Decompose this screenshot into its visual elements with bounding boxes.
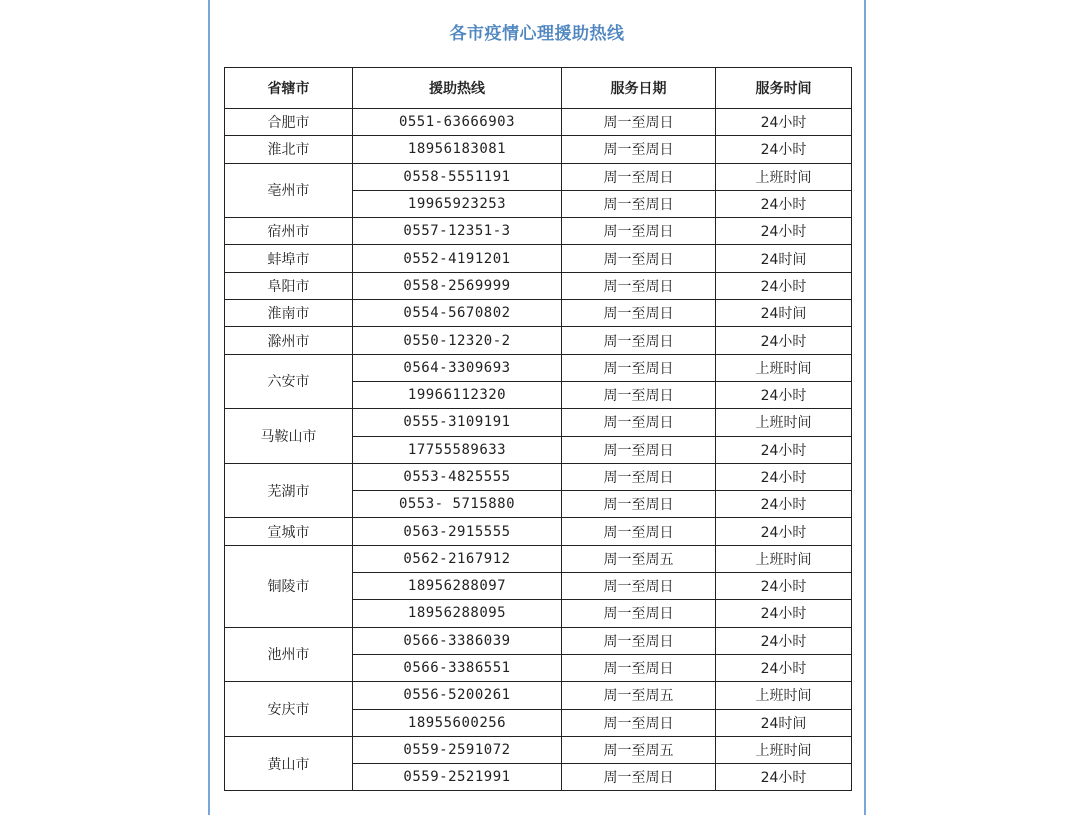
service-hours-cell: 24小时 <box>716 463 852 490</box>
hotline-number-cell: 0553-4825555 <box>353 463 562 490</box>
city-cell: 合肥市 <box>225 109 353 136</box>
city-cell: 宣城市 <box>225 518 353 545</box>
service-days-cell: 周一至周日 <box>562 300 716 327</box>
hotline-number-cell: 0566-3386551 <box>353 654 562 681</box>
service-hours-cell: 24小时 <box>716 627 852 654</box>
city-cell: 芜湖市 <box>225 463 353 518</box>
city-cell: 安庆市 <box>225 682 353 737</box>
city-cell: 宿州市 <box>225 218 353 245</box>
service-hours-cell: 24时间 <box>716 300 852 327</box>
service-days-cell: 周一至周日 <box>562 573 716 600</box>
header-city: 省辖市 <box>225 68 353 109</box>
service-days-cell: 周一至周日 <box>562 381 716 408</box>
table-row <box>225 463 852 490</box>
service-days-cell: 周一至周日 <box>562 245 716 272</box>
hotline-number-cell: 0559-2591072 <box>353 736 562 763</box>
service-days-cell: 周一至周日 <box>562 190 716 217</box>
hotline-number-cell: 0558-2569999 <box>353 272 562 299</box>
service-hours-cell: 24小时 <box>716 272 852 299</box>
service-days-cell: 周一至周五 <box>562 736 716 763</box>
service-days-cell: 周一至周日 <box>562 163 716 190</box>
service-hours-cell: 24小时 <box>716 436 852 463</box>
table-row <box>225 627 852 654</box>
table-row <box>225 518 852 545</box>
hotline-number-cell: 0553- 5715880 <box>353 491 562 518</box>
city-cell: 阜阳市 <box>225 272 353 299</box>
city-cell: 池州市 <box>225 627 353 682</box>
hotline-number-cell: 18956288095 <box>353 600 562 627</box>
table-row <box>225 136 852 163</box>
hotline-number-cell: 0551-63666903 <box>353 109 562 136</box>
table-row <box>225 354 852 381</box>
service-days-cell: 周一至周日 <box>562 109 716 136</box>
table-row <box>225 682 852 709</box>
table-row <box>225 736 852 763</box>
table-row <box>225 272 852 299</box>
service-days-cell: 周一至周日 <box>562 354 716 381</box>
table-header-row <box>225 68 852 109</box>
service-hours-cell: 24时间 <box>716 245 852 272</box>
city-cell: 亳州市 <box>225 163 353 218</box>
table-row <box>225 245 852 272</box>
city-cell: 六安市 <box>225 354 353 409</box>
hotline-number-cell: 19965923253 <box>353 190 562 217</box>
table-row <box>225 300 852 327</box>
city-cell: 淮南市 <box>225 300 353 327</box>
service-hours-cell: 24小时 <box>716 518 852 545</box>
hotline-number-cell: 0552-4191201 <box>353 245 562 272</box>
service-hours-cell: 24小时 <box>716 573 852 600</box>
service-days-cell: 周一至周五 <box>562 682 716 709</box>
city-cell: 铜陵市 <box>225 545 353 627</box>
service-hours-cell: 24小时 <box>716 109 852 136</box>
hotline-number-cell: 18956288097 <box>353 573 562 600</box>
service-days-cell: 周一至周五 <box>562 545 716 572</box>
service-days-cell: 周一至周日 <box>562 518 716 545</box>
hotline-table <box>224 67 852 791</box>
service-days-cell: 周一至周日 <box>562 600 716 627</box>
table-row <box>225 545 852 572</box>
service-hours-cell: 24小时 <box>716 600 852 627</box>
service-days-cell: 周一至周日 <box>562 764 716 791</box>
service-hours-cell: 24小时 <box>716 136 852 163</box>
hotline-number-cell: 0554-5670802 <box>353 300 562 327</box>
service-days-cell: 周一至周日 <box>562 436 716 463</box>
hotline-number-cell: 0556-5200261 <box>353 682 562 709</box>
service-days-cell: 周一至周日 <box>562 491 716 518</box>
service-hours-cell: 24小时 <box>716 218 852 245</box>
hotline-number-cell: 0562-2167912 <box>353 545 562 572</box>
service-days-cell: 周一至周日 <box>562 627 716 654</box>
service-hours-cell: 上班时间 <box>716 682 852 709</box>
header-service-days: 服务日期 <box>562 68 716 109</box>
service-hours-cell: 24小时 <box>716 654 852 681</box>
service-hours-cell: 24小时 <box>716 381 852 408</box>
hotline-number-cell: 17755589633 <box>353 436 562 463</box>
service-days-cell: 周一至周日 <box>562 327 716 354</box>
hotline-number-cell: 0566-3386039 <box>353 627 562 654</box>
hotline-number-cell: 0557-12351-3 <box>353 218 562 245</box>
service-hours-cell: 24小时 <box>716 190 852 217</box>
service-days-cell: 周一至周日 <box>562 272 716 299</box>
hotline-number-cell: 0563-2915555 <box>353 518 562 545</box>
service-days-cell: 周一至周日 <box>562 136 716 163</box>
header-service-hours: 服务时间 <box>716 68 852 109</box>
hotline-number-cell: 0564-3309693 <box>353 354 562 381</box>
hotline-number-cell: 19966112320 <box>353 381 562 408</box>
table-body <box>225 109 852 791</box>
city-cell: 黄山市 <box>225 736 353 791</box>
service-days-cell: 周一至周日 <box>562 709 716 736</box>
service-hours-cell: 上班时间 <box>716 545 852 572</box>
service-hours-cell: 24小时 <box>716 764 852 791</box>
header-hotline: 援助热线 <box>353 68 562 109</box>
table-row <box>225 409 852 436</box>
table-row <box>225 218 852 245</box>
table-row <box>225 109 852 136</box>
hotline-number-cell: 0559-2521991 <box>353 764 562 791</box>
city-cell: 蚌埠市 <box>225 245 353 272</box>
service-hours-cell: 上班时间 <box>716 409 852 436</box>
city-cell: 滁州市 <box>225 327 353 354</box>
service-days-cell: 周一至周日 <box>562 463 716 490</box>
service-days-cell: 周一至周日 <box>562 654 716 681</box>
service-hours-cell: 24小时 <box>716 491 852 518</box>
table-row <box>225 163 852 190</box>
hotline-number-cell: 0550-12320-2 <box>353 327 562 354</box>
service-days-cell: 周一至周日 <box>562 409 716 436</box>
service-hours-cell: 24时间 <box>716 709 852 736</box>
hotline-number-cell: 18956183081 <box>353 136 562 163</box>
hotline-number-cell: 0555-3109191 <box>353 409 562 436</box>
service-hours-cell: 上班时间 <box>716 736 852 763</box>
table-row <box>225 327 852 354</box>
hotline-number-cell: 0558-5551191 <box>353 163 562 190</box>
service-days-cell: 周一至周日 <box>562 218 716 245</box>
city-cell: 淮北市 <box>225 136 353 163</box>
page-title: 各市疫情心理援助热线 <box>449 24 625 44</box>
service-hours-cell: 上班时间 <box>716 354 852 381</box>
hotline-number-cell: 18955600256 <box>353 709 562 736</box>
service-hours-cell: 24小时 <box>716 327 852 354</box>
city-cell: 马鞍山市 <box>225 409 353 464</box>
service-hours-cell: 上班时间 <box>716 163 852 190</box>
